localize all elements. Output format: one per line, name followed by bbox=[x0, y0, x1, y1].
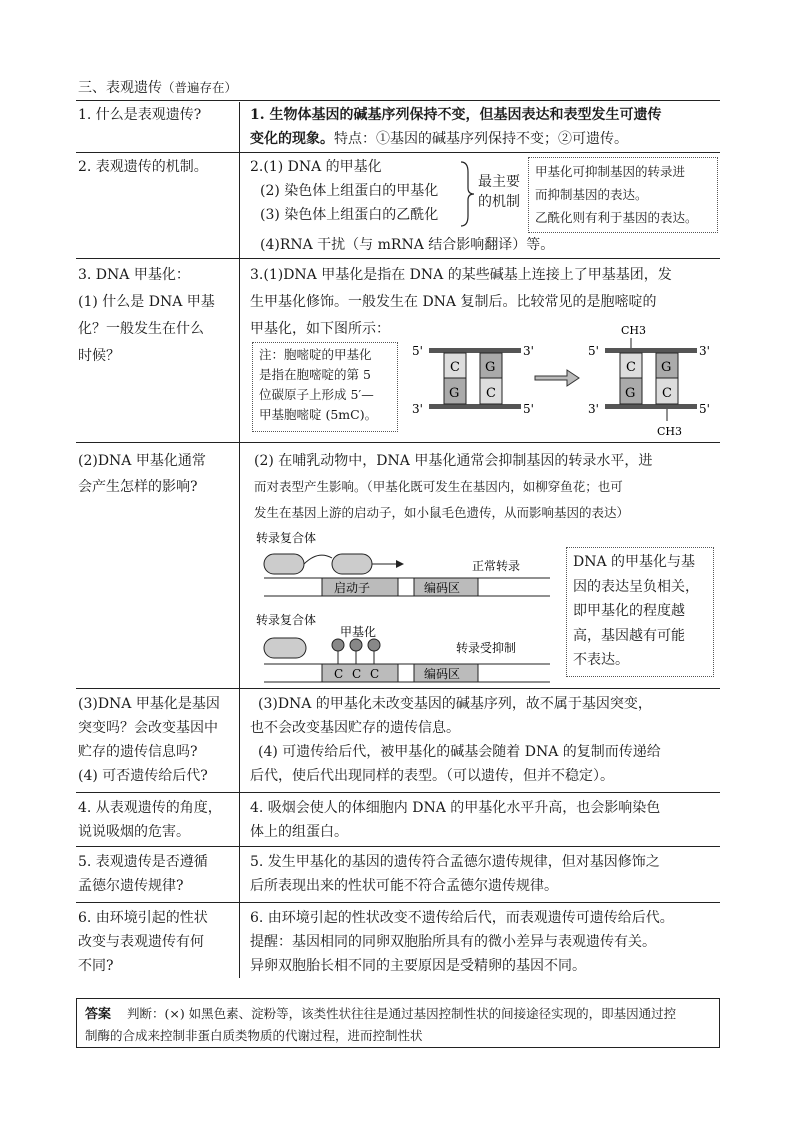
brace-label bbox=[478, 172, 520, 212]
dna-methylation-diagram bbox=[405, 318, 710, 440]
answer-line: 发生在基因上游的启动子，如小鼠毛色遗传，从而影响基因的表达） bbox=[254, 505, 630, 520]
question-line: (4) 可否遗传给后代? bbox=[78, 768, 208, 784]
question-5 bbox=[78, 850, 208, 898]
answer-line: (4) 可遗传给后代，被甲基化的碱基会随着 DNA 的复制而传递给 bbox=[258, 744, 661, 760]
normal-transcription-label: 正常转录 bbox=[472, 559, 521, 573]
row-rule bbox=[76, 258, 720, 259]
answer-line: (2) 在哺乳动物中，DNA 甲基化通常会抑制基因的转录水平，进 bbox=[254, 453, 653, 469]
note-box-methylation bbox=[528, 157, 718, 233]
note-line: 注：胞嘧啶的甲基化 bbox=[259, 347, 372, 362]
question-line: 突变吗？会改变基因中 bbox=[78, 720, 218, 736]
section-title-main: 三、表观遗传 bbox=[78, 80, 162, 96]
note-line: 不表达。 bbox=[573, 652, 629, 668]
title-rule bbox=[76, 100, 720, 101]
complex-label: 转录复合体 bbox=[256, 613, 317, 627]
five-prime-label: 5' bbox=[588, 344, 599, 358]
question-line: 4. 从表观遗传的角度， bbox=[78, 800, 222, 816]
question-line: (3)DNA 甲基化是基因 bbox=[78, 696, 220, 712]
answer-3-3 bbox=[250, 692, 661, 788]
answer-line: 5. 发生甲基化的基因的遗传符合孟德尔遗传规律，但对基因修饰之 bbox=[250, 854, 660, 870]
base-c-label: C bbox=[662, 386, 672, 401]
question-3-line: (1) 什么是 DNA 甲基 bbox=[78, 294, 215, 310]
three-prime-label: 3' bbox=[523, 344, 534, 358]
answer-box-label: 答案 bbox=[85, 1007, 112, 1022]
answer-3-2 bbox=[254, 448, 652, 526]
promoter-label: 启动子 bbox=[334, 581, 371, 595]
answer-line: 提醒：基因相同的同卵双胞胎所具有的微小差异与表观遗传有关。 bbox=[250, 934, 656, 950]
answer-box-line: 判断：(×) 如黑色素、淀粉等，该类性状往往是通过基因控制性状的间接途径实现的，即基因通过控 bbox=[126, 1006, 677, 1021]
answer-1-tail: 特点：①基因的碱基序列保持不变；②可遗传。 bbox=[334, 131, 628, 147]
coding-region-label: 编码区 bbox=[424, 667, 461, 681]
base-g-label: G bbox=[485, 360, 496, 375]
cytosine-label: C bbox=[334, 667, 344, 681]
note-line: 因的表达呈负相关， bbox=[573, 578, 699, 595]
note-box-negative-correlation bbox=[566, 547, 714, 677]
answer-2-item: (2) 染色体上组蛋白的甲基化 bbox=[260, 183, 439, 199]
note-line: 高，基因越有可能 bbox=[573, 627, 685, 644]
answer-box bbox=[76, 998, 720, 1048]
answer-3-line: 甲基化，如下图所示： bbox=[250, 321, 390, 337]
arrow-icon bbox=[396, 560, 404, 568]
five-prime-label: 5' bbox=[412, 344, 423, 358]
row-rule bbox=[76, 442, 720, 443]
note-line: 乙酰化则有利于基因的表达。 bbox=[535, 210, 698, 225]
answer-line: 后代，使后代出现同样的表型。（可以遗传，但并不稳定）。 bbox=[250, 768, 614, 784]
question-line: 会产生怎样的影响? bbox=[78, 479, 198, 495]
answer-5 bbox=[250, 850, 660, 898]
note-line: DNA 的甲基化与基 bbox=[573, 554, 696, 570]
question-line: 5. 表观遗传是否遵循 bbox=[78, 854, 208, 870]
question-3-line: 3. DNA 甲基化： bbox=[78, 267, 190, 283]
methyl-group-label: CH3 bbox=[657, 425, 683, 438]
row-rule bbox=[76, 846, 720, 847]
answer-4 bbox=[250, 796, 660, 844]
question-3-line: 化？一般发生在什么 bbox=[78, 321, 204, 337]
answer-3-line: 生甲基化修饰。一般发生在 DNA 复制后。比较常见的是胞嘧啶的 bbox=[250, 294, 657, 310]
methylation-label: 甲基化 bbox=[340, 625, 377, 639]
base-g-label: G bbox=[625, 386, 636, 401]
note-box-5mc bbox=[252, 342, 398, 432]
question-line: 不同? bbox=[78, 958, 114, 974]
answer-1 bbox=[250, 103, 662, 151]
answer-line: 6. 由环境引起的性状改变不遗传给后代，而表观遗传可遗传给后代。 bbox=[250, 910, 674, 926]
note-line: 甲基胞嘧啶 (5mC)。 bbox=[259, 407, 378, 422]
brace-icon bbox=[458, 160, 478, 228]
note-line: 即甲基化的程度越 bbox=[573, 603, 685, 619]
question-4 bbox=[78, 796, 222, 844]
section-title bbox=[78, 76, 237, 100]
coding-region-label: 编码区 bbox=[424, 581, 461, 595]
five-prime-label: 5' bbox=[699, 402, 710, 416]
answer-6 bbox=[250, 906, 674, 978]
note-line: 是指在胞嘧啶的第 5 bbox=[259, 367, 371, 382]
question-1: 1. 什么是表观遗传? bbox=[78, 107, 202, 123]
row-rule bbox=[76, 688, 720, 689]
answer-2-items bbox=[250, 155, 438, 227]
question-line: 6. 由环境引起的性状 bbox=[78, 910, 208, 926]
answer-line: 后所表现出来的性状可能不符合孟德尔遗传规律。 bbox=[250, 878, 558, 894]
answer-line: 异卵双胞胎长相不同的主要原因是受精卵的基因不同。 bbox=[250, 958, 586, 974]
question-line: (2)DNA 甲基化通常 bbox=[78, 453, 206, 469]
answer-line: (3)DNA 的甲基化未改变基因的碱基序列，故不属于基因突变， bbox=[258, 696, 652, 712]
answer-3-line: 3.(1)DNA 甲基化是指在 DNA 的某些碱基上连接上了甲基基团，发 bbox=[250, 267, 672, 283]
question-6 bbox=[78, 906, 208, 978]
note-line: 甲基化可抑制基因的转录进 bbox=[535, 164, 686, 179]
answer-2-item: (3) 染色体上组蛋白的乙酰化 bbox=[260, 207, 439, 223]
answer-line: 体上的组蛋白。 bbox=[250, 824, 348, 840]
five-prime-label: 5' bbox=[523, 402, 534, 416]
methyl-group-label: CH3 bbox=[621, 324, 647, 337]
row-rule bbox=[76, 792, 720, 793]
question-line: 贮存的遗传信息吗? bbox=[78, 744, 198, 760]
brace-label-line: 的机制 bbox=[478, 194, 520, 210]
base-c-label: C bbox=[626, 360, 636, 375]
base-g-label: G bbox=[449, 386, 460, 401]
answer-box-line: 制酶的合成来控制非蛋白质类物质的代谢过程，进而控制性状 bbox=[85, 1028, 423, 1043]
answer-line: 4. 吸烟会使人的体细胞内 DNA 的甲基化水平升高，也会影响染色 bbox=[250, 800, 661, 816]
row-rule bbox=[76, 152, 720, 153]
question-3-line: 时候？ bbox=[78, 348, 120, 364]
brace-label-line: 最主要 bbox=[478, 174, 520, 190]
transcription-diagram bbox=[250, 526, 560, 686]
answer-1-line: 变化的现象。 bbox=[250, 131, 334, 147]
answer-2-item: 2.(1) DNA 的甲基化 bbox=[250, 159, 382, 175]
base-c-label: C bbox=[450, 360, 460, 375]
answer-line: 也不会改变基因贮存的遗传信息。 bbox=[250, 720, 460, 736]
answer-line: 而对表型产生影响。（甲基化既可发生在基因内，如柳穿鱼花；也可 bbox=[254, 479, 623, 494]
question-3-3 bbox=[78, 692, 220, 788]
answer-1-line: 1. 生物体基因的碱基序列保持不变，但基因表达和表型发生可遗传 bbox=[250, 107, 662, 123]
question-line: 说说吸烟的危害。 bbox=[78, 824, 190, 840]
question-3 bbox=[78, 262, 215, 370]
note-line: 而抑制基因的表达。 bbox=[535, 187, 648, 202]
row-rule bbox=[76, 902, 720, 903]
question-line: 改变与表观遗传有何 bbox=[78, 934, 204, 950]
cytosine-label: C bbox=[352, 667, 362, 681]
question-line: 孟德尔遗传规律? bbox=[78, 878, 184, 894]
cytosine-label: C bbox=[370, 667, 380, 681]
section-title-note: （普遍存在） bbox=[162, 80, 238, 95]
base-g-label: G bbox=[661, 360, 672, 375]
three-prime-label: 3' bbox=[588, 402, 599, 416]
three-prime-label: 3' bbox=[699, 344, 710, 358]
base-c-label: C bbox=[486, 386, 496, 401]
note-line: 位碳原子上形成 5′— bbox=[259, 387, 374, 402]
question-3-2 bbox=[78, 448, 206, 500]
repressed-transcription-label: 转录受抑制 bbox=[456, 641, 517, 655]
question-2: 2. 表观遗传的机制。 bbox=[78, 159, 208, 175]
complex-label: 转录复合体 bbox=[256, 531, 317, 545]
answer-2-item-4: (4)RNA 干扰（与 mRNA 结合影响翻译）等。 bbox=[260, 237, 555, 253]
arrow-icon bbox=[535, 370, 579, 386]
three-prime-label: 3' bbox=[412, 402, 423, 416]
